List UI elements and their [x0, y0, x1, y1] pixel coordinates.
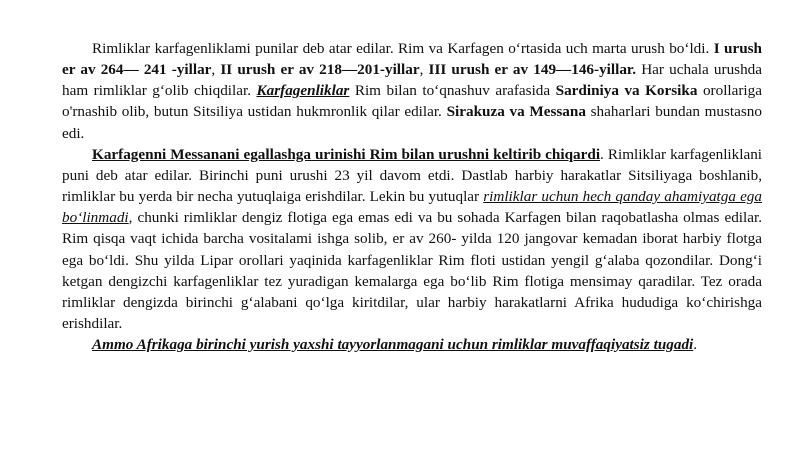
paragraph-1-text: shaharlari bundan mustasno edi. [62, 103, 762, 142]
paragraph-1-text: orollariga o'rnashib olib, butun Sitsiliya ustidan hukmronlik qilar edilar. [62, 82, 762, 121]
paragraph-1-text: Har uchala urushda ham rimliklar gʻolib chiqdilar. [62, 61, 763, 100]
separator-comma: , [211, 61, 221, 79]
second-war-dates: II urush er av 218—201-yillar [220, 61, 420, 79]
separator-comma: , [419, 61, 429, 79]
sardiniya-korsika-emphasis: Sardiniya va Korsika [555, 82, 698, 100]
first-war-dates: I urush er av 264— 241 -yillar [62, 40, 763, 79]
sirakuza-messana-emphasis: Sirakuza va Messana [446, 103, 586, 121]
paragraph-1-text: Rimliklar karfagenliklami punilar deb atar edilar. Rim va Karfagen oʻrtasida uch marta urush boʻldi. [92, 40, 714, 57]
paragraph-2-text: . Rimliklar karfagenliklani puni deb atar edilar. Birinchi puni urushi 23 yil davom etdi. Dastlab harbiy harakatlar Sitsiliyaga boshlanib, rimliklar bu yerda bir necha yutuqlaiga erishdilar. Lekin bu yutuqlar [62, 145, 763, 206]
paragraph-1-text: Rim bilan toʻqnashuv arafasida [349, 82, 556, 100]
paragraph-2-text: , chunki rimliklar dengiz flotiga ega emas edi va bu sohada Karfagen bilan raqobatlasha olmas edilar. Rim qisqa vaqt ichida barcha vositalami ishga solib, er av 260- yilda 120 jangovar kemadan iborat harbiy flotga ega boʻldi. Shu yilda Lipar orollari yaqinida karfagenliklar Rim floti ustidan yengil gʻalaba qozondilar. Dongʻi ketgan dengizchi karfagenliklar tez yuradigan kemalarga ega boʻlib Rim flotiga mensimay qaradilar. Tez orada rimliklar dengizda birinchi gʻalabani qoʻlga kiritdilar, ular harbiy harakatlarni Afrika hududiga koʻchirishga erishdilar. [62, 209, 762, 333]
karfagenliklar-emphasis: Karfagenliklar [256, 82, 350, 100]
failure-conclusion-emphasis: Ammo Afrikaga birinchi yurish yaxshi tayyorlanmagani uchun rimliklar muvaffaqiyatsiz tugadi [92, 336, 694, 354]
no-significance-emphasis: rimliklar uchun hech qanday ahamiyatga ega boʻlinmadi [62, 188, 762, 227]
paragraph-3-text: . [693, 336, 698, 354]
third-war-dates: III urush er av 149—146-yillar. [428, 61, 637, 79]
messana-heading-emphasis: Karfagenni Messanani egallashga urinishi Rim bilan urushni keltirib chiqardi [92, 145, 601, 163]
paragraph-2 [62, 144, 762, 334]
document-page [62, 38, 762, 355]
paragraph-3 [62, 334, 762, 355]
paragraph-1 [62, 38, 762, 144]
